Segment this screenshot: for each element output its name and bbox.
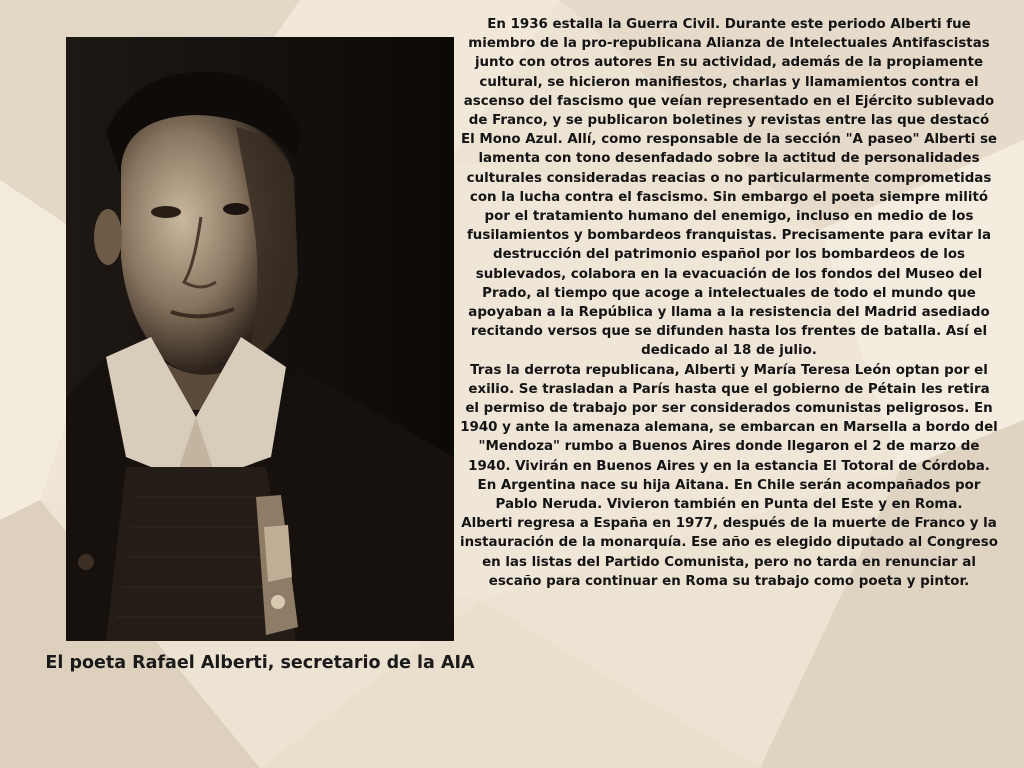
portrait-photo [66,37,454,641]
article-text [460,15,998,591]
paragraph-return: Alberti regresa a España en 1977, después de la muerte de Franco y la instauración de la monarquía. Ese año es elegido diputado al Congreso en las listas del Partido Comunista, pero no tarda en renunciar al escaño para continuar en Roma su trabajo como poeta y pintor. [460,516,998,589]
paragraph-civil-war: En 1936 estalla la Guerra Civil. Durante este periodo Alberti fue miembro de la pro-republicana Alianza de Intelectuales Antifascistas junto con otros autores En su actividad, además de la propiamente cultural, se hicieron manifiestos, charlas y llamamientos contra el ascenso del fascismo que veían representado en el Ejército sublevado de Franco, y se publicaron boletines y revistas entre las que destacó El Mono Azul. Allí, como responsable de la sección "A paseo" Alberti se lamenta con tono desenfadado sobre la actitud de personalidades culturales consideradas reacias o no particularmente comprometidas con la lucha contra el fascismo. Sin embargo el poeta siempre militó por el tratamiento humano del enemigo, incluso en medio de los fusilamientos y bombardeos franquistas. Precisamente para evitar la destrucción del patrimonio español por los bombardeos de los sublevados, colabora en la evacuación de los fondos del Museo del Prado, al tiempo que acoge a intelectuales de todo el mundo que apoyaban a la República y llama a la resistencia del Madrid asediado recitando versos que se difunden hasta los frentes de batalla. Así el dedicado al 18 de julio. [460,17,998,359]
portrait-photo-icon [66,37,454,641]
paragraph-exile: Tras la derrota republicana, Alberti y María Teresa León optan por el exilio. Se trasladan a París hasta que el gobierno de Pétain les retira el permiso de trabajo por ser considerados comunistas peligrosos. En 1940 y ante la amenaza alemana, se embarcan en Marsella a bordo del "Mendoza" rumbo a Buenos Aires donde llegaron el 2 de marzo de 1940. Vivirán en Buenos Aires y en la estancia El Totoral de Córdoba. En Argentina nace su hija Aitana. En Chile serán acompañados por Pablo Neruda. Vivieron también en Punta del Este y en Roma. [460,362,998,513]
photo-caption: El poeta Rafael Alberti, secretario de la AIA [45,653,475,673]
